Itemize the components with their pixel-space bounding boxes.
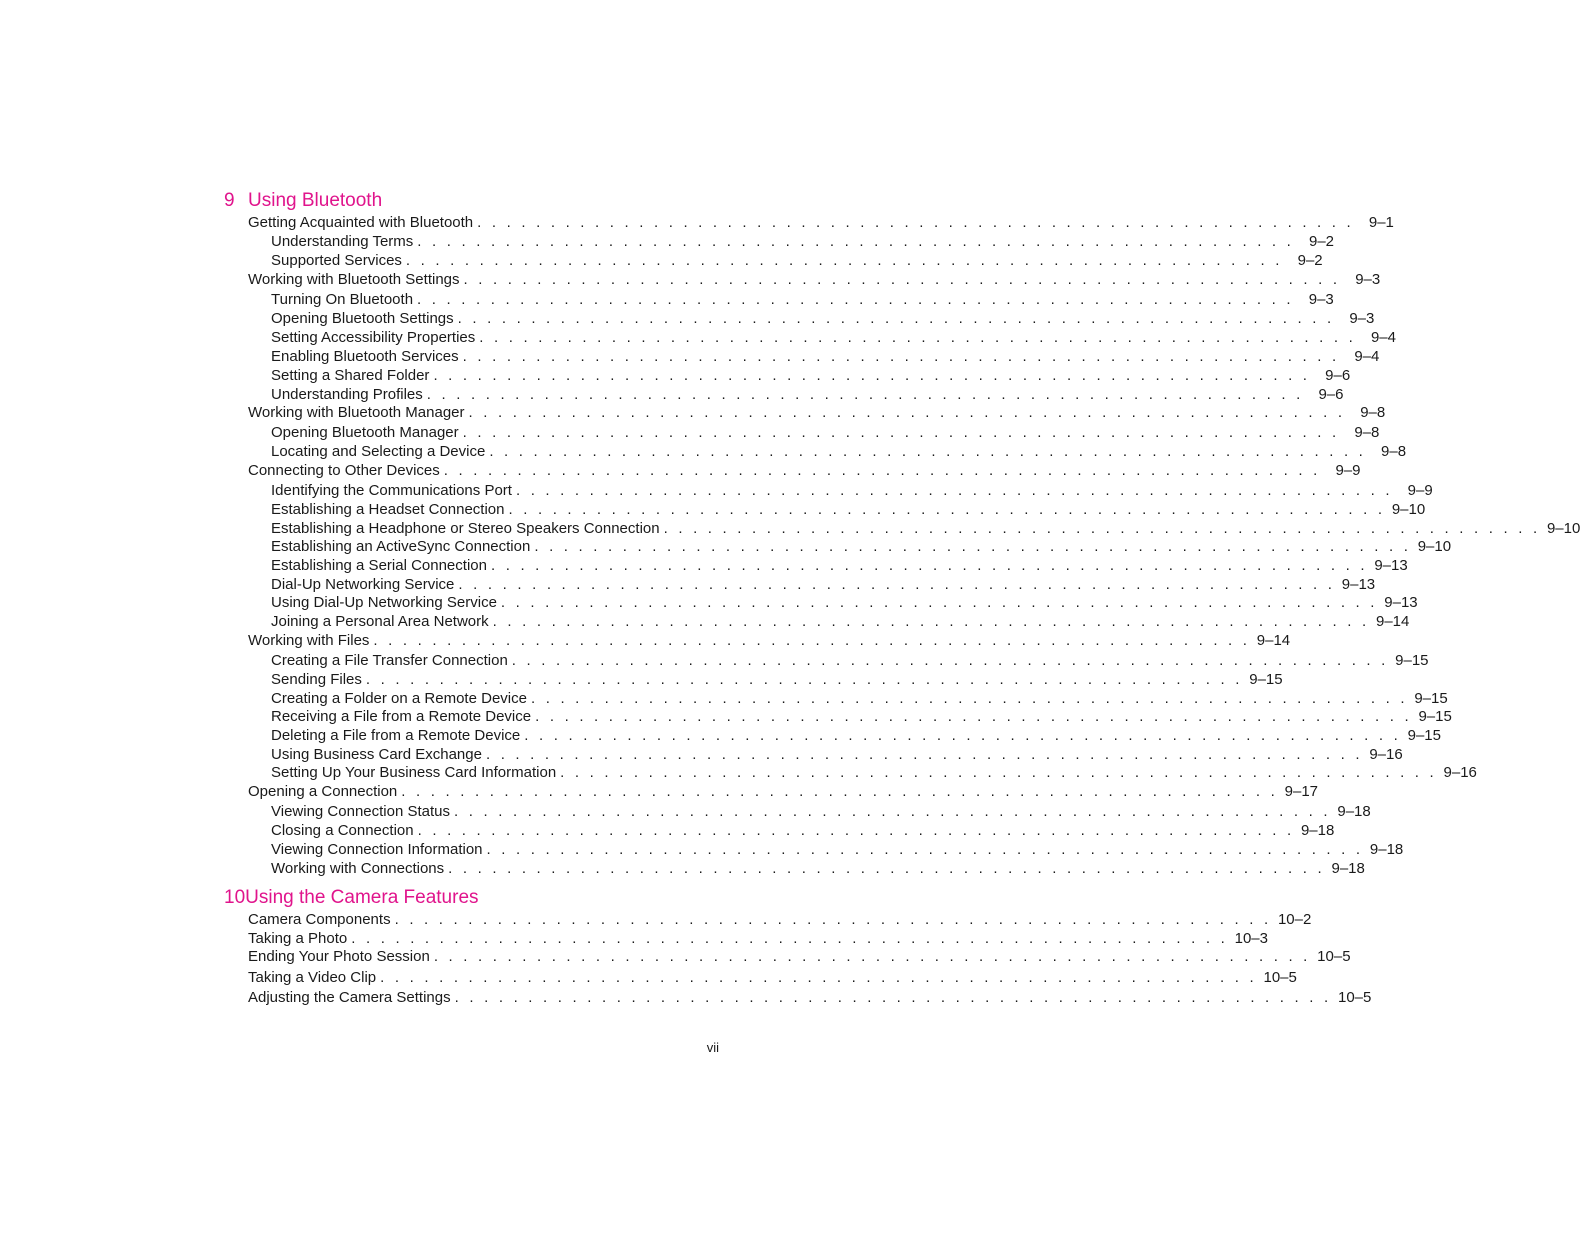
toc-entry[interactable] [271,519,1580,538]
toc-entry-title: Understanding Terms [271,233,414,250]
toc-entry-page: 9–15 [1418,708,1452,725]
dot-leader: . . . . . . . . . . . . . . . . . . . . . . . . . . . . . . . . . . . . . . . . . . . . . . . . . . . . . . . . . . . . [479,329,1356,346]
toc-entry-title: Setting Accessibility Properties [271,329,476,346]
toc-entry-title: Understanding Profiles [271,386,423,403]
dot-leader: . . . . . . . . . . . . . . . . . . . . . . . . . . . . . . . . . . . . . . . . . . . . . . . . . . . . . . . . . . . . [524,727,1401,744]
toc-entry-page: 9–8 [1360,404,1386,421]
toc-entry[interactable] [271,309,1375,328]
toc-entry-page: 9–4 [1354,348,1380,365]
toc-entry-title: Working with Files [248,632,370,649]
dot-leader: . . . . . . . . . . . . . . . . . . . . . . . . . . . . . . . . . . . . . . . . . . . . . . . . . . . . . . . . . . . . [462,348,1340,365]
toc-entry[interactable] [248,270,1381,289]
dot-leader: . . . . . . . . . . . . . . . . . . . . . . . . . . . . . . . . . . . . . . . . . . . . . . . . . . . . . . . . . . . . [380,969,1257,986]
toc-entry-page: 9–8 [1381,443,1407,460]
toc-entry-title: Deleting a File from a Remote Device [271,727,521,744]
toc-entry-page: 9–16 [1369,746,1403,763]
toc-entry-title: Identifying the Communications Port [271,482,512,499]
chapter-title: Using the Camera Features [245,887,479,908]
toc-entry-page: 9–3 [1308,291,1334,308]
toc-entry[interactable] [271,385,1344,404]
toc-entry[interactable] [271,821,1335,840]
toc-entry-page: 9–14 [1375,613,1410,630]
toc-entry-page: 9–1 [1368,214,1394,231]
toc-entry-title: Adjusting the Camera Settings [248,989,451,1006]
toc-entry-page: 9–13 [1374,557,1408,574]
toc-entry-title: Receiving a File from a Remote Device [271,708,532,725]
toc-entry-title: Using Business Card Exchange [271,746,482,763]
toc-entry-page: 9–2 [1297,252,1323,269]
dot-leader: . . . . . . . . . . . . . . . . . . . . . . . . . . . . . . . . . . . . . . . . . . . . . . . . . . . . . . . . . . . . [417,233,1295,250]
dot-leader: . . . . . . . . . . . . . . . . . . . . . . . . . . . . . . . . . . . . . . . . . . . . . . . . . . . . . . . . . . . . [534,538,1412,555]
toc-entry[interactable] [271,651,1429,670]
toc-entry-title: Creating a Folder on a Remote Device [271,690,527,707]
toc-entry[interactable] [271,859,1365,878]
toc-entry-page: 10–5 [1317,948,1351,965]
toc-entry-page: 9–14 [1256,632,1291,649]
toc-entry-title: Opening a Connection [248,783,398,800]
page-number: vii [706,1040,719,1055]
toc-entry[interactable] [271,537,1452,556]
toc-entry[interactable] [271,423,1380,442]
toc-entry[interactable] [271,763,1477,782]
dot-leader: . . . . . . . . . . . . . . . . . . . . . . . . . . . . . . . . . . . . . . . . . . . . . . . . . . . . . . . . . . . . [511,652,1389,669]
toc-entry[interactable] [248,968,1297,987]
toc-entry-title: Opening Bluetooth Manager [271,424,459,441]
toc-entry[interactable] [248,988,1372,1007]
toc-entry-page: 9–15 [1407,727,1441,744]
toc-entry[interactable] [271,556,1408,575]
toc-entry-title: Enabling Bluetooth Services [271,348,459,365]
chapter-heading-10 [224,887,479,909]
dot-leader: . . . . . . . . . . . . . . . . . . . . . . . . . . . . . . . . . . . . . . . . . . . . . . . . . . . . . . . . . . . . [560,764,1437,781]
dot-leader: . . . . . . . . . . . . . . . . . . . . . . . . . . . . . . . . . . . . . . . . . . . . . . . . . . . . . . . . . . . . [443,462,1321,479]
dot-leader: . . . . . . . . . . . . . . . . . . . . . . . . . . . . . . . . . . . . . . . . . . . . . . . . . . . . . . . . . . . . [448,860,1325,877]
toc-entry-title: Supported Services [271,252,402,269]
dot-leader: . . . . . . . . . . . . . . . . . . . . . . . . . . . . . . . . . . . . . . . . . . . . . . . . . . . . . . . . . . . . [490,557,1368,574]
toc-entry-page: 9–18 [1369,841,1404,858]
toc-entry[interactable] [271,840,1404,859]
toc-entry-title: Setting Up Your Business Card Information [271,764,557,781]
toc-entry-page: 9–9 [1407,482,1433,499]
chapter-number: 9 [224,190,235,211]
toc-entry[interactable] [271,290,1334,309]
toc-entry-title: Locating and Selecting a Device [271,443,486,460]
dot-leader: . . . . . . . . . . . . . . . . . . . . . . . . . . . . . . . . . . . . . . . . . . . . . . . . . . . . . . . . . . . . [492,613,1370,630]
chapter-number: 10 [224,887,246,908]
toc-entry-page: 9–17 [1284,783,1319,800]
toc-entry-title: Turning On Bluetooth [271,291,414,308]
toc-entry[interactable] [271,575,1376,594]
toc-entry[interactable] [271,232,1335,251]
dot-leader: . . . . . . . . . . . . . . . . . . . . . . . . . . . . . . . . . . . . . . . . . . . . . . . . . . . . . . . . . . . . [433,367,1311,384]
toc-entry-title: Ending Your Photo Session [248,948,430,965]
toc-entry[interactable] [248,213,1394,232]
dot-leader: . . . . . . . . . . . . . . . . . . . . . . . . . . . . . . . . . . . . . . . . . . . . . . . . . . . . . . . . . . . . [433,948,1311,965]
toc-entry-page: 9–2 [1309,233,1335,250]
dot-leader: . . . . . . . . . . . . . . . . . . . . . . . . . . . . . . . . . . . . . . . . . . . . . . . . . . . . . . . . . . . . [485,746,1363,763]
dot-leader: . . . . . . . . . . . . . . . . . . . . . . . . . . . . . . . . . . . . . . . . . . . . . . . . . . . . . . . . . . . . [508,501,1386,518]
chapter-title: Using Bluetooth [248,190,383,211]
toc-entry-title: Opening Bluetooth Settings [271,310,454,327]
toc-entry-title: Creating a File Transfer Connection [271,652,508,669]
toc-entry-page: 10–2 [1277,911,1312,928]
toc-entry-title: Camera Components [248,911,391,928]
dot-leader: . . . . . . . . . . . . . . . . . . . . . . . . . . . . . . . . . . . . . . . . . . . . . . . . . . . . . . . . . . . . [535,708,1412,725]
dot-leader: . . . . . . . . . . . . . . . . . . . . . . . . . . . . . . . . . . . . . . . . . . . . . . . . . . . . . . . . . . . . [394,911,1272,928]
toc-entry[interactable] [248,929,1268,948]
toc-entry-title: Viewing Connection Status [271,803,451,820]
dot-leader: . . . . . . . . . . . . . . . . . . . . . . . . . . . . . . . . . . . . . . . . . . . . . . . . . . . . . . . . . . . . [463,271,1341,288]
toc-entry-title: Establishing a Serial Connection [271,557,487,574]
toc-entry-page: 9–3 [1349,310,1375,327]
toc-entry-page: 9–13 [1384,594,1418,611]
toc-entry-page: 9–6 [1318,386,1344,403]
toc-entry[interactable] [271,745,1403,764]
toc-entry-page: 9–10 [1391,501,1426,518]
dot-leader: . . . . . . . . . . . . . . . . . . . . . . . . . . . . . . . . . . . . . . . . . . . . . . . . . . . . . . . . . . . . [663,520,1541,537]
dot-leader: . . . . . . . . . . . . . . . . . . . . . . . . . . . . . . . . . . . . . . . . . . . . . . . . . . . . . . . . . . . . [417,291,1294,308]
toc-entry[interactable] [271,251,1323,270]
dot-leader: . . . . . . . . . . . . . . . . . . . . . . . . . . . . . . . . . . . . . . . . . . . . . . . . . . . . . . . . . . . . [462,424,1340,441]
toc-entry-page: 10–5 [1263,969,1297,986]
dot-leader: . . . . . . . . . . . . . . . . . . . . . . . . . . . . . . . . . . . . . . . . . . . . . . . . . . . . . . . . . . . . [401,783,1279,800]
toc-entry-title: Setting a Shared Folder [271,367,430,384]
toc-entry[interactable] [248,910,1312,929]
toc-entry-page: 9–15 [1414,690,1448,707]
toc-entry[interactable] [271,500,1426,519]
toc-entry-title: Viewing Connection Information [271,841,483,858]
dot-leader: . . . . . . . . . . . . . . . . . . . . . . . . . . . . . . . . . . . . . . . . . . . . . . . . . . . . . . . . . . . . [458,576,1336,593]
dot-leader: . . . . . . . . . . . . . . . . . . . . . . . . . . . . . . . . . . . . . . . . . . . . . . . . . . . . . . . . . . . . [351,930,1228,947]
toc-entry[interactable] [271,707,1452,726]
toc-entry[interactable] [248,631,1291,650]
toc-entry[interactable] [271,670,1283,689]
toc-entry-title: Getting Acquainted with Bluetooth [248,214,474,231]
toc-entry[interactable] [248,403,1386,422]
toc-entry-page: 9–6 [1325,367,1351,384]
toc-entry-page: 9–10 [1546,520,1580,537]
toc-entry-page: 9–18 [1337,803,1371,820]
toc-entry[interactable] [271,689,1448,708]
toc-entry-title: Sending Files [271,671,362,688]
toc-entry[interactable] [271,347,1380,366]
toc-entry-page: 10–3 [1234,930,1268,947]
toc-entry-page: 9–16 [1443,764,1477,781]
toc-entry-page: 10–5 [1337,989,1372,1006]
dot-leader: . . . . . . . . . . . . . . . . . . . . . . . . . . . . . . . . . . . . . . . . . . . . . . . . . . . . . . . . . . . . [417,822,1295,839]
toc-entry-title: Connecting to Other Devices [248,462,440,479]
toc-entry[interactable] [271,328,1396,347]
dot-leader: . . . . . . . . . . . . . . . . . . . . . . . . . . . . . . . . . . . . . . . . . . . . . . . . . . . . . . . . . . . . [454,803,1331,820]
dot-leader: . . . . . . . . . . . . . . . . . . . . . . . . . . . . . . . . . . . . . . . . . . . . . . . . . . . . . . . . . . . . [365,671,1243,688]
toc-entry[interactable] [271,726,1441,745]
toc-entry[interactable] [271,442,1407,461]
toc-entry-title: Dial-Up Networking Service [271,576,455,593]
toc-entry[interactable] [271,612,1410,631]
toc-entry[interactable] [271,802,1371,821]
toc-entry[interactable] [248,782,1319,801]
dot-leader: . . . . . . . . . . . . . . . . . . . . . . . . . . . . . . . . . . . . . . . . . . . . . . . . . . . . . . . . . . . . [486,841,1364,858]
toc-entry-page: 9–18 [1331,860,1365,877]
dot-leader: . . . . . . . . . . . . . . . . . . . . . . . . . . . . . . . . . . . . . . . . . . . . . . . . . . . . . . . . . . . . [515,482,1393,499]
toc-entry-page: 9–8 [1354,424,1380,441]
toc-entry-page: 9–10 [1417,538,1452,555]
dot-leader: . . . . . . . . . . . . . . . . . . . . . . . . . . . . . . . . . . . . . . . . . . . . . . . . . . . . . . . . . . . . [373,632,1251,649]
toc-entry-title: Closing a Connection [271,822,414,839]
toc-entry-page: 9–9 [1335,462,1361,479]
toc-entry-title: Taking a Video Clip [248,969,377,986]
dot-leader: . . . . . . . . . . . . . . . . . . . . . . . . . . . . . . . . . . . . . . . . . . . . . . . . . . . . . . . . . . . . [500,594,1378,611]
toc-entry-title: Establishing an ActiveSync Connection [271,538,531,555]
toc-entry-title: Joining a Personal Area Network [271,613,489,630]
dot-leader: . . . . . . . . . . . . . . . . . . . . . . . . . . . . . . . . . . . . . . . . . . . . . . . . . . . . . . . . . . . . [454,989,1332,1006]
dot-leader: . . . . . . . . . . . . . . . . . . . . . . . . . . . . . . . . . . . . . . . . . . . . . . . . . . . . . . . . . . . . [489,443,1367,460]
toc-entry[interactable] [271,593,1418,612]
toc-entry-title: Working with Connections [271,860,445,877]
toc-entry-title: Working with Bluetooth Settings [248,271,460,288]
dot-leader: . . . . . . . . . . . . . . . . . . . . . . . . . . . . . . . . . . . . . . . . . . . . . . . . . . . . . . . . . . . . [477,214,1354,231]
toc-entry-page: 9–4 [1370,329,1396,346]
toc-entry-page: 9–18 [1300,822,1335,839]
dot-leader: . . . . . . . . . . . . . . . . . . . . . . . . . . . . . . . . . . . . . . . . . . . . . . . . . . . . . . . . . . . . [530,690,1408,707]
toc-entry-title: Establishing a Headphone or Stereo Speakers Connection [271,520,660,537]
chapter-heading-9 [224,190,382,212]
dot-leader: . . . . . . . . . . . . . . . . . . . . . . . . . . . . . . . . . . . . . . . . . . . . . . . . . . . . . . . . . . . . [405,252,1283,269]
dot-leader: . . . . . . . . . . . . . . . . . . . . . . . . . . . . . . . . . . . . . . . . . . . . . . . . . . . . . . . . . . . . [426,386,1304,403]
toc-entry[interactable] [248,947,1351,966]
toc-entry-title: Taking a Photo [248,930,348,947]
toc-entry-page: 9–15 [1249,671,1283,688]
toc-entry-page: 9–13 [1341,576,1376,593]
toc-entry-page: 9–3 [1355,271,1381,288]
toc-entry-page: 9–15 [1395,652,1429,669]
toc-entry[interactable] [248,461,1361,480]
toc-entry-title: Using Dial-Up Networking Service [271,594,497,611]
toc-entry[interactable] [271,366,1351,385]
dot-leader: . . . . . . . . . . . . . . . . . . . . . . . . . . . . . . . . . . . . . . . . . . . . . . . . . . . . . . . . . . . . [468,404,1346,421]
toc-entry[interactable] [271,481,1433,500]
toc-entry-title: Working with Bluetooth Manager [248,404,465,421]
dot-leader: . . . . . . . . . . . . . . . . . . . . . . . . . . . . . . . . . . . . . . . . . . . . . . . . . . . . . . . . . . . . [457,310,1335,327]
toc-entry-title: Establishing a Headset Connection [271,501,505,518]
